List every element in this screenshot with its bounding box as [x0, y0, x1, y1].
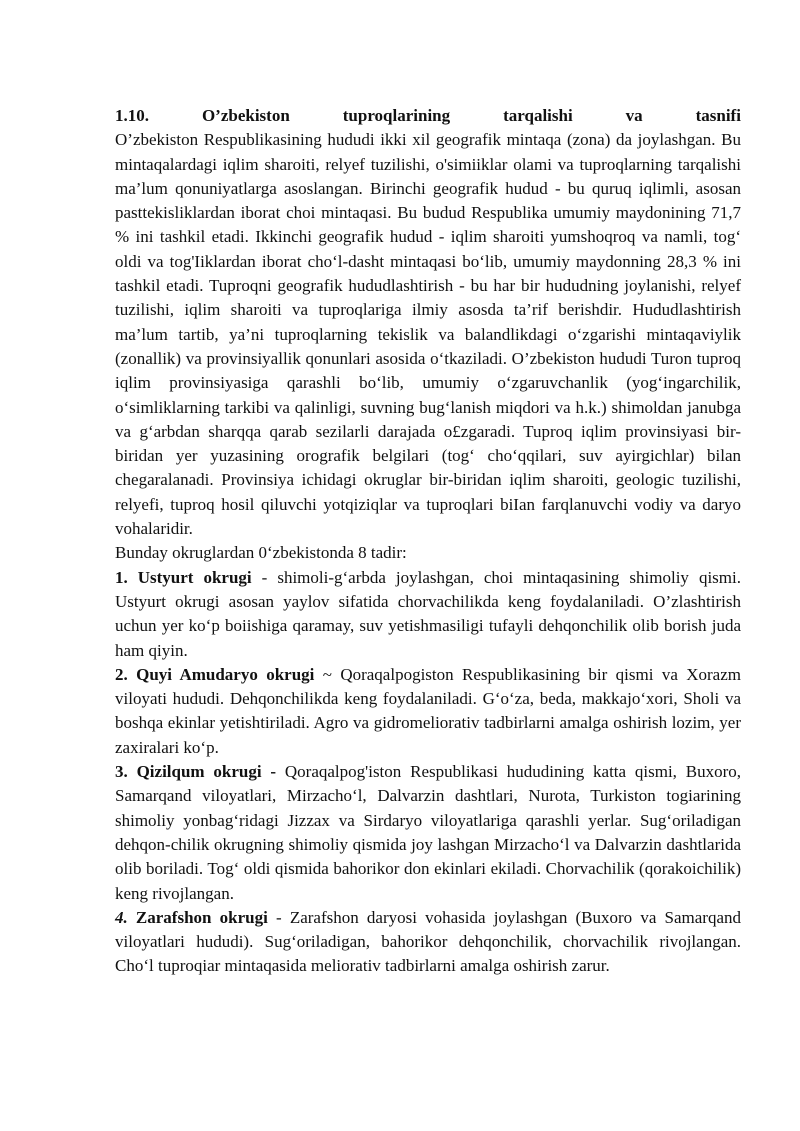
- okrug-number: 4.: [115, 907, 128, 927]
- intro-paragraph: O’zbekiston Respublikasining hududi ikki xil geografik mintaqa (zona) da joylashgan. Bu mintaqalardagi iqlim sharoiti, relyef tuzilishi, o'simiiklar olami va tuproqlarning tarqalishi ma’lum qonuniyatlarga asoslangan. Birinchi geografik hudud - bu quruq iqlimli, asosan pasttekisliklardan iborat choi mintaqasi. Bu budud Respublika umumiy maydonining 71,7 % ini tashkil etadi. Ikkinchi geografik hudud - iqlim sharoiti yumshoqroq va namli, tog‘ oldi va tog'Iiklardan iborat cho‘l-dasht mintaqasi bo‘lib, umumiy maydonning 28,3 % ini tashkil etadi. Tuproqni geografik hududlashtirish - bu har bir hududning joylanishi, relyef tuzilishi, iqlim sharoiti va tuproqlariga ilmiy asosda ta’rif berishdir. Hududlashtirish ma’lum tartib, ya’ni tuproqlarning tekislik va balandlikdagi o‘zgarishi mintaqaviylik (zonallik) va provinsiyallik qonunlari asosida o‘tkaziladi. O’zbekiston hududi Turon tuproq iqlim provinsiyasiga qarashli bo‘lib, umumiy o‘zgaruvchanlik (yog‘ingarchilik, o‘simliklarning tarkibi va qalinligi, suvning bug‘lanish miqdori va h.k.) shimoldan janubga va g‘arbdan sharqqa qarab sezilarli darajada o£zgaradi. Tuproq iqlim provinsiyasi bir-biridan yer yuzasining orografik belgilari (tog‘ cho‘qqilari, suv ayirgichlar) bilan chegaralanadi. Provinsiya ichidagi okruglar bir-biridan iqlim sharoiti, geologic tuzilishi, relyefi, tuproq hosil qiluvchi yotqiziqlar va tuproqlari biIan farqlanuvchi vodiy va daryo vohalaridir.: [115, 130, 741, 539]
- heading-word: 1.10.: [115, 106, 149, 125]
- okrug-title: 1. Ustyurt okrugi: [115, 567, 252, 587]
- section-heading: [115, 104, 741, 128]
- okrug-title: Zarafshon okrugi: [135, 907, 268, 927]
- heading-word: tuproqlarining: [342, 106, 451, 125]
- okrug-text: shimoli-g‘arbda joylashgan, choi mintaqasining shimoliy qismi. Ustyurt okrugi asosan yaylov sifatida chorvachilikda keng foydalaniladi. O’zlashtirish uchun yer ko‘p boiishiga qaramay, suv yetishmasiligi tufayli dehqonchilik olib borish juda ham qiyin.: [115, 567, 741, 660]
- heading-word: tasnifi: [695, 106, 741, 125]
- okrug-separator: -: [261, 762, 285, 782]
- count-sentence: Bunday okruglardan 0‘zbekistonda 8 tadir:: [115, 543, 407, 563]
- heading-word: tarqalishi: [503, 106, 573, 125]
- okrug-title: 2. Quyi Amudaryo okrugi: [115, 664, 315, 684]
- okrug-text: Qoraqalpogiston Respublikasining bir qismi va Xorazm viloyati hududi. Dehqonchilikda keng foydalaniladi. G‘o‘za, beda, makkajo‘xori, Sholi va boshqa ekinlar yetishtiriladi. Agro va gidromeliorativ tadbirlarni amalga oshirish lozim, yer zaxiralari ko‘p.: [115, 664, 741, 757]
- heading-word: O’zbekiston: [201, 106, 290, 125]
- okrug-paragraph-1: [115, 566, 741, 663]
- okrug-paragraph-2: [115, 663, 741, 760]
- heading-word: va: [625, 106, 643, 125]
- okrug-text: Zarafshon daryosi vohasida joylashgan (Buxoro va Samarqand viloyatlari hududi). Sug‘oriladigan, bahorikor dehqonchilik, chorvachilik rivojlangan. Cho‘l tuproqiar mintaqasida meliorativ tadbirlarni amalga oshirish zarur.: [115, 907, 742, 976]
- okrug-separator: ~: [314, 664, 341, 684]
- document-page: [115, 104, 741, 979]
- okrug-separator: -: [267, 907, 290, 927]
- okrug-separator: -: [251, 567, 278, 587]
- okrug-text: Qoraqalpog'iston Respublikasi hududining katta qismi, Buxoro, Samarqand viloyatlari, Mirzacho‘l, Dalvarzin dashtlari, Nurota, Turkiston togiarining shimoliy yonbag‘ridagi Jizzax va Sirdaryo viloyatlariga qarashli yerlar. Sug‘oriladigan dehqon-chilik okrugning shimoliy qismida joy lashgan Mirzacho‘l va Dalvarzin dashtlarida olib boriladi. Tog‘ oldi qismida bahorikor don ekinlari ekiladi. Chorvachilik (qorakoichilik) keng rivojlangan.: [115, 762, 741, 903]
- okrug-paragraph-4: [115, 906, 741, 979]
- okrug-title: 3. Qizilqum okrugi: [115, 762, 262, 782]
- okrug-paragraph-3: [115, 760, 741, 906]
